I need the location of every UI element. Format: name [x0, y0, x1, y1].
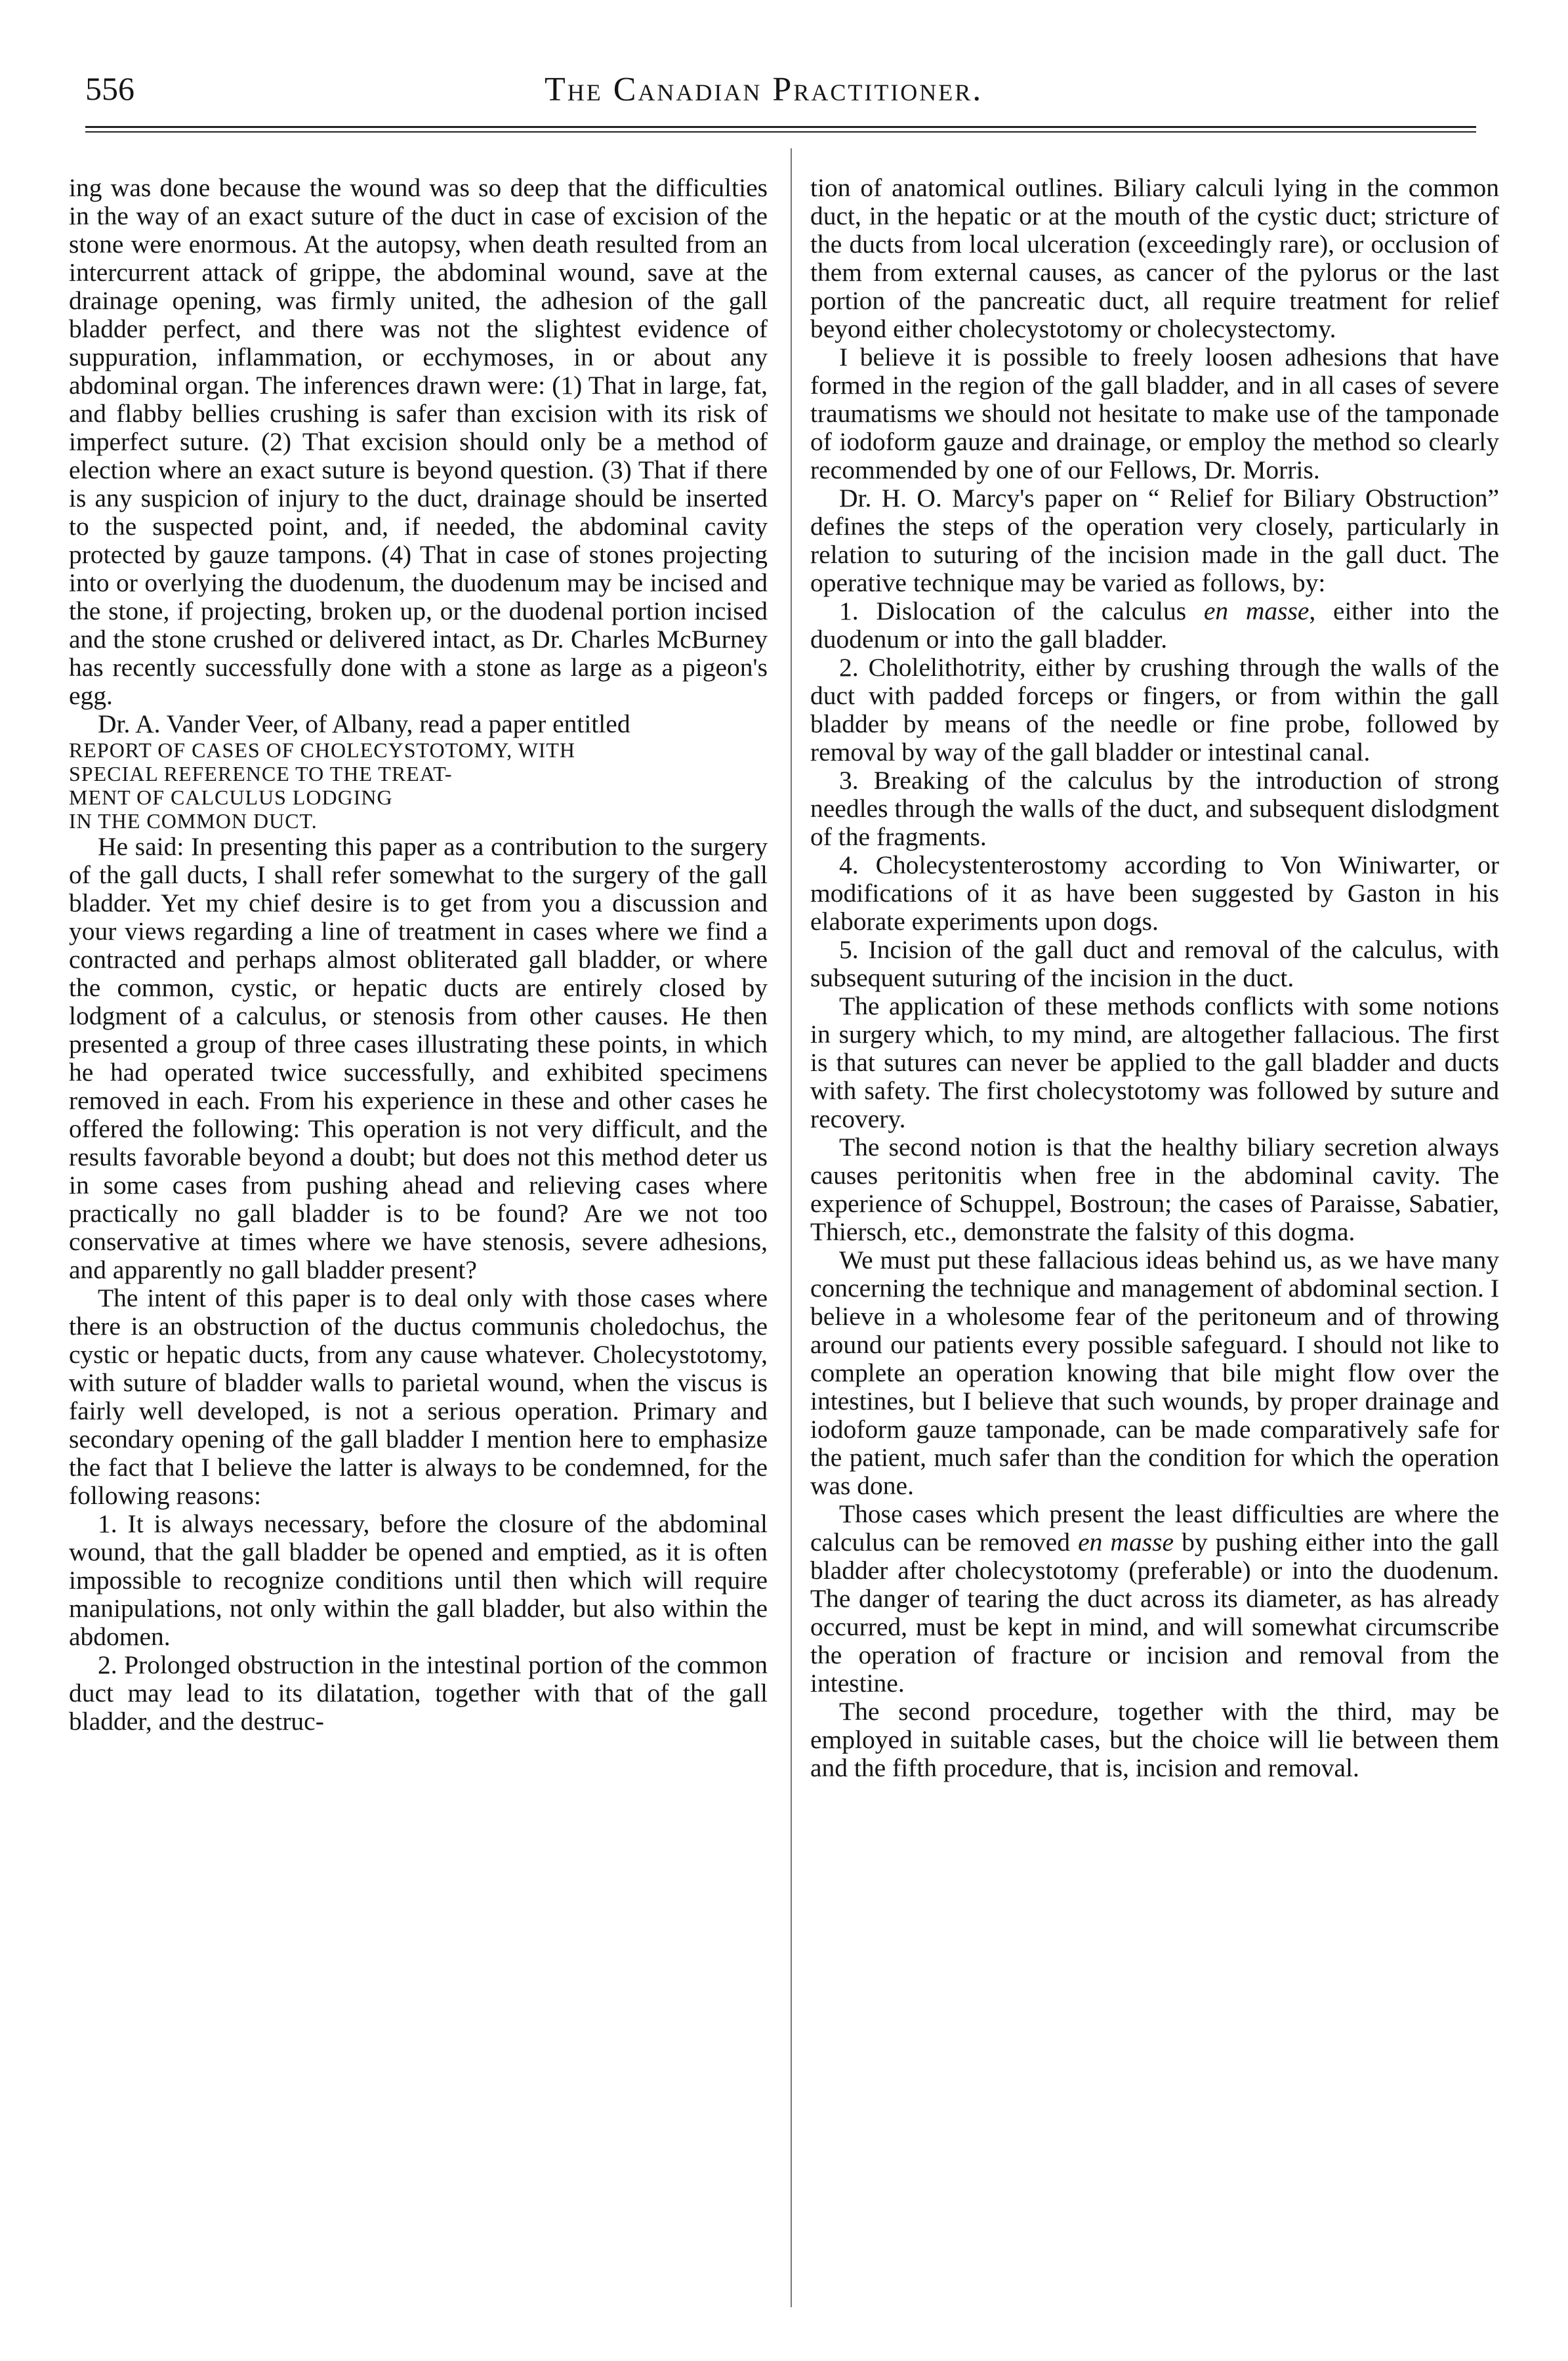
journal-title: The Canadian Practitioner.	[545, 71, 983, 108]
paragraph: Dr. A. Vander Veer, of Albany, read a paper entitled	[98, 709, 630, 738]
list-item: 2. Cholelithotrity, either by crushing through the walls of the duct with padded forceps or fingers, or from within the gall bladder by means of the needle or fine probe, followed by removal by way of the gall bladder or intestinal canal.	[810, 653, 1499, 766]
list-item-text: , either into the duodenum or into the gall bladder.	[810, 596, 1500, 654]
numbered-paragraph: 2. Prolonged obstruction in the intestinal portion of the common duct may lead to its dilatation, together with that of the gall bladder, and the destruc-	[69, 1650, 768, 1736]
right-column	[810, 174, 1499, 1782]
paragraph: The second procedure, together with the third, may be employed in suitable cases, but the choice will lie between them and the fifth procedure, that is, incision and removal.	[810, 1697, 1499, 1782]
header-rule-top	[85, 126, 1476, 128]
section-heading	[69, 738, 768, 833]
paragraph: The intent of this paper is to deal only with those cases where there is an obstruction of the ductus communis choledochus, the cystic or hepatic ducts, from any cause whatever. Cholecystotomy, with suture of bladder walls to parietal wound, when the viscus is fairly well developed, is not a serious operation. Primary and secondary opening of the gall bladder I mention here to emphasize the fact that I believe the latter is always to be condemned, for the following reasons:	[69, 1284, 768, 1510]
paragraph	[810, 1500, 1499, 1698]
page-number: 556	[85, 70, 134, 107]
paragraph: I believe it is possible to freely loosen adhesions that have formed in the region of the gall bladder, and in all cases of severe traumatisms we should not hesitate to make use of the tamponade of iodoform gauze and drainage, or employ the method so clearly recommended by one of our Fellows, Dr. Morris.	[810, 343, 1499, 484]
left-column	[69, 174, 768, 1736]
paragraph: We must put these fallacious ideas behind us, as we have many concerning the technique and management of abdominal section. I believe in a wholesome fear of the peritoneum and of throwing around our patients every possible safeguard. I should not like to complete an operation knowing that bile might flow over the intestines, but I believe that such wounds, by proper drainage and iodoform gauze tamponade, can be made comparatively safe for the patient, much safer than the condition for which the operation was done.	[810, 1245, 1499, 1500]
list-item: 5. Incision of the gall duct and removal of the calculus, with subsequent suturing of the incision in the duct.	[810, 935, 1499, 992]
latin-term: en masse	[1203, 596, 1310, 625]
list-item	[810, 597, 1499, 654]
paragraph-text: Those cases which present the least difficulties are where the calculus can be removed	[810, 1499, 1499, 1557]
paragraph: The second notion is that the healthy biliary secretion always causes peritonitis when free in the abdominal cavity. The experience of Schuppel, Bostroun; the cases of Paraisse, Sabatier, Thiersch, etc., demonstrate the falsity of this dogma.	[810, 1133, 1499, 1246]
column-divider	[791, 148, 792, 2307]
paragraph: Dr. H. O. Marcy's paper on “ Relief for Biliary Obstruction” defines the steps of the operation very closely, particularly in relation to suturing of the incision made in the gall duct. The operative technique may be varied as follows, by:	[810, 484, 1499, 597]
header-rule-bottom	[85, 131, 1476, 133]
paragraph: tion of anatomical outlines. Biliary calculi lying in the common duct, in the hepatic or at the mouth of the cystic duct; stricture of the ducts from local ulceration (exceedingly rare), or occlusion of them from external causes, as cancer of the pylorus or the last portion of the pancreatic duct, all require treatment for relief beyond either cholecystotomy or cholecystectomy.	[810, 173, 1499, 343]
paragraph: The application of these methods conflicts with some notions in surgery which, to my mind, are altogether fallacious. The first is that sutures can never be applied to the gall bladder and ducts with safety. The first cholecystotomy was followed by suture and recovery.	[810, 992, 1499, 1133]
list-item: 3. Breaking of the calculus by the introduction of strong needles through the walls of the duct, and subsequent dislodgment of the fragments.	[810, 766, 1499, 851]
paragraph: He said: In presenting this paper as a contribution to the surgery of the gall ducts, I shall refer somewhat to the surgery of the gall bladder. Yet my chief desire is to get from you a discussion and your views regarding a line of treatment in cases where we find a contracted and perhaps almost obliterated gall bladder, or where the common, cystic, or hepatic ducts are entirely closed by lodgment of a calculus, or stenosis from other causes. He then presented a group of three cases illustrating these points, in which he had operated twice successfully, and exhibited specimens removed in each. From his experience in these and other cases he offered the following: This operation is not very difficult, and the results favorable beyond a doubt; but does not this method deter us in some cases from pushing ahead and relieving cases where practically no gall bladder is to be found? Are we not too conservative at times where we have stenosis, severe adhesions, and apparently no gall bladder present?	[69, 832, 768, 1284]
numbered-paragraph: 1. It is always necessary, before the closure of the abdominal wound, that the gall bladder be opened and emptied, as it is often impossible to recognize conditions until then which will require manipulations, not only within the gall bladder, but also within the abdomen.	[69, 1509, 768, 1651]
page-header	[85, 66, 1476, 125]
list-item-text: 1. Dislocation of the calculus	[839, 596, 1204, 625]
section-heading-line: SPECIAL REFERENCE TO THE TREAT-	[69, 762, 453, 785]
latin-term: en masse	[1078, 1528, 1174, 1557]
paragraph-text: by pushing either into the gall bladder after cholecystotomy (preferable) or into the duodenum. The danger of tearing the duct across its diameter, as has already occurred, must be kept in mind, and will somewhat circumscribe the operation of fracture or incision and removal from the intestine.	[810, 1528, 1499, 1698]
list-item: 4. Cholecystenterostomy according to Von Winiwarter, or modifications of it as have been suggested by Gaston in his elaborate experiments upon dogs.	[810, 850, 1499, 936]
section-heading-line: IN THE COMMON DUCT.	[69, 809, 318, 833]
section-heading-line: REPORT OF CASES OF CHOLECYSTOTOMY, WITH	[69, 738, 576, 762]
paragraph: ing was done because the wound was so deep that the difficulties in the way of an exact suture of the duct in case of excision of the stone were enormous. At the autopsy, when death resulted from an intercurrent attack of grippe, the abdominal wound, save at the drainage opening, was firmly united, the adhesion of the gall bladder perfect, and there was not the slightest evidence of suppuration, inflammation, or ecchymoses, in or about any abdominal organ. The inferences drawn were: (1) That in large, fat, and flabby bellies crushing is safer than excision with its risk of imperfect suture. (2) That excision should only be a method of election where an exact suture is beyond question. (3) That if there is any suspicion of injury to the duct, drainage should be inserted to the suspected point, and, if needed, the abdominal cavity protected by gauze tampons. (4) That in case of stones projecting into or overlying the duodenum, the duodenum may be incised and the stone, if projecting, broken up, or the duodenal portion incised and the stone crushed or delivered intact, as Dr. Charles McBurney has recently successfully done with a stone as large as a pigeon's egg.	[69, 173, 768, 710]
section-heading-line: MENT OF CALCULUS LODGING	[69, 785, 393, 809]
